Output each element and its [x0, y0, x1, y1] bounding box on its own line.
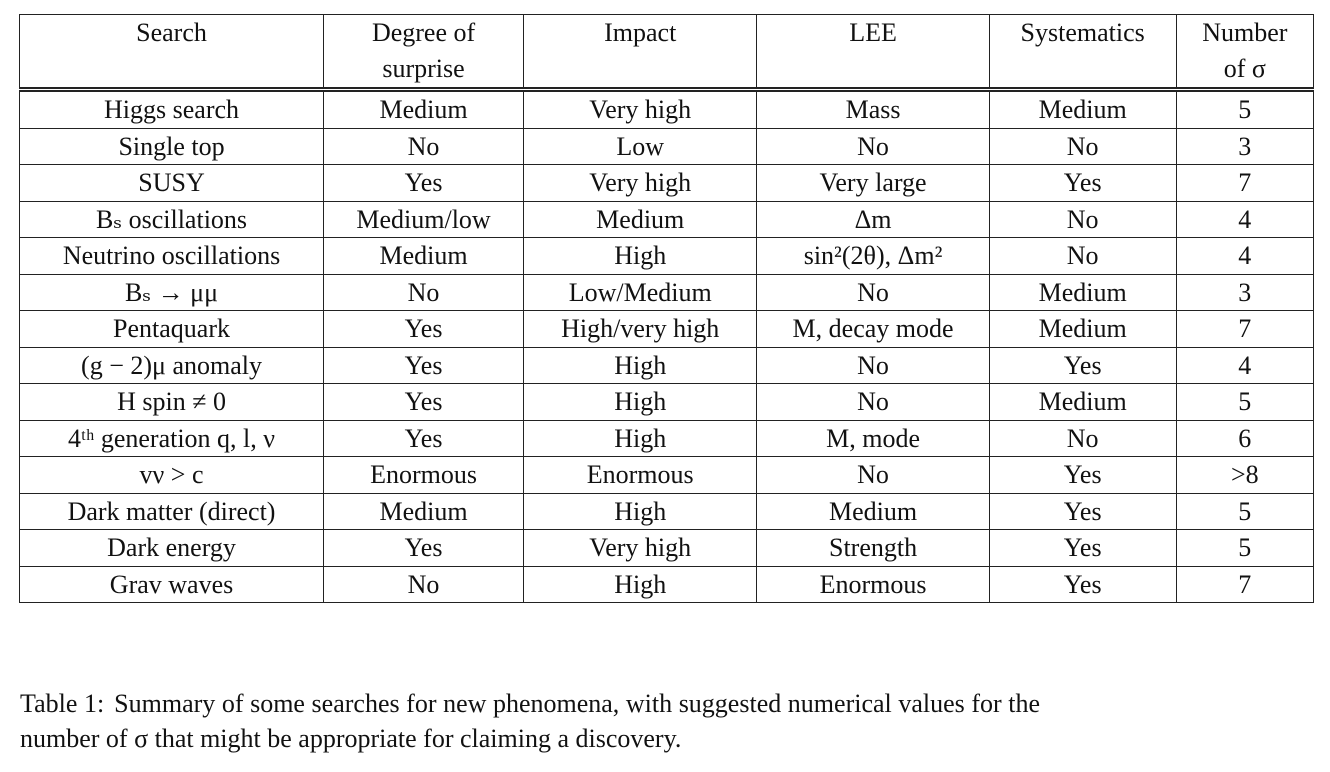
- table-row: [20, 128, 1314, 165]
- cell-degree-of-surprise: Yes: [324, 165, 524, 202]
- cell-impact: Enormous: [524, 457, 757, 494]
- cell-number-of-sigma: 7: [1176, 165, 1313, 202]
- cell-systematics: Medium: [989, 274, 1176, 311]
- cell-systematics: Medium: [989, 311, 1176, 348]
- cell-lee: No: [757, 128, 989, 165]
- cell-systematics: Medium: [989, 384, 1176, 421]
- table-row: [20, 201, 1314, 238]
- cell-lee: Strength: [757, 530, 989, 567]
- cell-systematics: Medium: [989, 90, 1176, 129]
- table-header: [20, 15, 1314, 90]
- cell-number-of-sigma: 3: [1176, 128, 1313, 165]
- header-search: Search: [20, 15, 324, 90]
- cell-systematics: Yes: [989, 530, 1176, 567]
- cell-number-of-sigma: 3: [1176, 274, 1313, 311]
- cell-impact: High: [524, 566, 757, 603]
- cell-search: Bₛ → μμ: [20, 274, 324, 311]
- summary-table: [19, 14, 1314, 603]
- cell-degree-of-surprise: No: [324, 128, 524, 165]
- cell-search: Dark energy: [20, 530, 324, 567]
- header-systematics: Systematics: [989, 15, 1176, 90]
- cell-impact: High: [524, 420, 757, 457]
- cell-systematics: Yes: [989, 347, 1176, 384]
- cell-systematics: No: [989, 420, 1176, 457]
- header-row: [20, 15, 1314, 90]
- cell-degree-of-surprise: Enormous: [324, 457, 524, 494]
- summary-table-container: [19, 14, 1314, 603]
- cell-number-of-sigma: 4: [1176, 201, 1313, 238]
- cell-lee: No: [757, 457, 989, 494]
- table-row: [20, 274, 1314, 311]
- cell-degree-of-surprise: Yes: [324, 384, 524, 421]
- cell-search: Grav waves: [20, 566, 324, 603]
- cell-lee: Mass: [757, 90, 989, 129]
- header-impact: Impact: [524, 15, 757, 90]
- cell-search: H spin ≠ 0: [20, 384, 324, 421]
- table-caption: [20, 686, 1040, 756]
- cell-search: Dark matter (direct): [20, 493, 324, 530]
- cell-impact: High: [524, 384, 757, 421]
- cell-degree-of-surprise: Yes: [324, 530, 524, 567]
- table-row: [20, 238, 1314, 275]
- cell-lee: Medium: [757, 493, 989, 530]
- caption-text: Summary of some searches for new phenomena, with suggested numerical values for the number of σ that might be appropriate for claiming a discovery.: [20, 689, 1040, 753]
- cell-search: 4ᵗʰ generation q, l, ν: [20, 420, 324, 457]
- cell-impact: High: [524, 238, 757, 275]
- cell-degree-of-surprise: Yes: [324, 347, 524, 384]
- cell-number-of-sigma: 4: [1176, 347, 1313, 384]
- cell-lee: No: [757, 274, 989, 311]
- table-body: [20, 90, 1314, 603]
- cell-number-of-sigma: 7: [1176, 311, 1313, 348]
- cell-number-of-sigma: >8: [1176, 457, 1313, 494]
- cell-degree-of-surprise: Yes: [324, 420, 524, 457]
- cell-degree-of-surprise: No: [324, 566, 524, 603]
- cell-lee: No: [757, 347, 989, 384]
- cell-degree-of-surprise: Medium/low: [324, 201, 524, 238]
- cell-lee: Very large: [757, 165, 989, 202]
- cell-impact: High: [524, 347, 757, 384]
- cell-impact: Very high: [524, 530, 757, 567]
- cell-search: SUSY: [20, 165, 324, 202]
- table-row: [20, 457, 1314, 494]
- cell-number-of-sigma: 5: [1176, 384, 1313, 421]
- cell-degree-of-surprise: Medium: [324, 238, 524, 275]
- table-row: [20, 384, 1314, 421]
- cell-systematics: Yes: [989, 566, 1176, 603]
- cell-lee: M, mode: [757, 420, 989, 457]
- cell-search: vν > c: [20, 457, 324, 494]
- cell-impact: Low: [524, 128, 757, 165]
- cell-number-of-sigma: 6: [1176, 420, 1313, 457]
- cell-number-of-sigma: 5: [1176, 493, 1313, 530]
- cell-lee: Enormous: [757, 566, 989, 603]
- cell-lee: sin²(2θ), Δm²: [757, 238, 989, 275]
- cell-systematics: Yes: [989, 165, 1176, 202]
- table-row: [20, 90, 1314, 129]
- cell-lee: No: [757, 384, 989, 421]
- cell-impact: Medium: [524, 201, 757, 238]
- cell-number-of-sigma: 5: [1176, 530, 1313, 567]
- table-row: [20, 347, 1314, 384]
- cell-degree-of-surprise: Yes: [324, 311, 524, 348]
- cell-search: (g − 2)μ anomaly: [20, 347, 324, 384]
- table-row: [20, 530, 1314, 567]
- cell-impact: Very high: [524, 90, 757, 129]
- cell-impact: Very high: [524, 165, 757, 202]
- header-degree-of-surprise: Degree of surprise: [324, 15, 524, 90]
- table-row: [20, 420, 1314, 457]
- cell-impact: Low/Medium: [524, 274, 757, 311]
- cell-search: Higgs search: [20, 90, 324, 129]
- cell-lee: M, decay mode: [757, 311, 989, 348]
- header-number-of-sigma: Number of σ: [1176, 15, 1313, 90]
- cell-search: Pentaquark: [20, 311, 324, 348]
- cell-systematics: No: [989, 238, 1176, 275]
- cell-lee: Δm: [757, 201, 989, 238]
- table-row: [20, 493, 1314, 530]
- cell-degree-of-surprise: Medium: [324, 493, 524, 530]
- table-row: [20, 311, 1314, 348]
- cell-degree-of-surprise: Medium: [324, 90, 524, 129]
- cell-systematics: Yes: [989, 457, 1176, 494]
- cell-impact: High/very high: [524, 311, 757, 348]
- cell-number-of-sigma: 7: [1176, 566, 1313, 603]
- caption-label: Table 1:: [20, 689, 105, 718]
- cell-degree-of-surprise: No: [324, 274, 524, 311]
- cell-search: Bₛ oscillations: [20, 201, 324, 238]
- table-row: [20, 566, 1314, 603]
- cell-search: Neutrino oscillations: [20, 238, 324, 275]
- cell-impact: High: [524, 493, 757, 530]
- cell-systematics: No: [989, 128, 1176, 165]
- header-lee: LEE: [757, 15, 989, 90]
- cell-number-of-sigma: 4: [1176, 238, 1313, 275]
- cell-number-of-sigma: 5: [1176, 90, 1313, 129]
- cell-search: Single top: [20, 128, 324, 165]
- cell-systematics: No: [989, 201, 1176, 238]
- table-row: [20, 165, 1314, 202]
- cell-systematics: Yes: [989, 493, 1176, 530]
